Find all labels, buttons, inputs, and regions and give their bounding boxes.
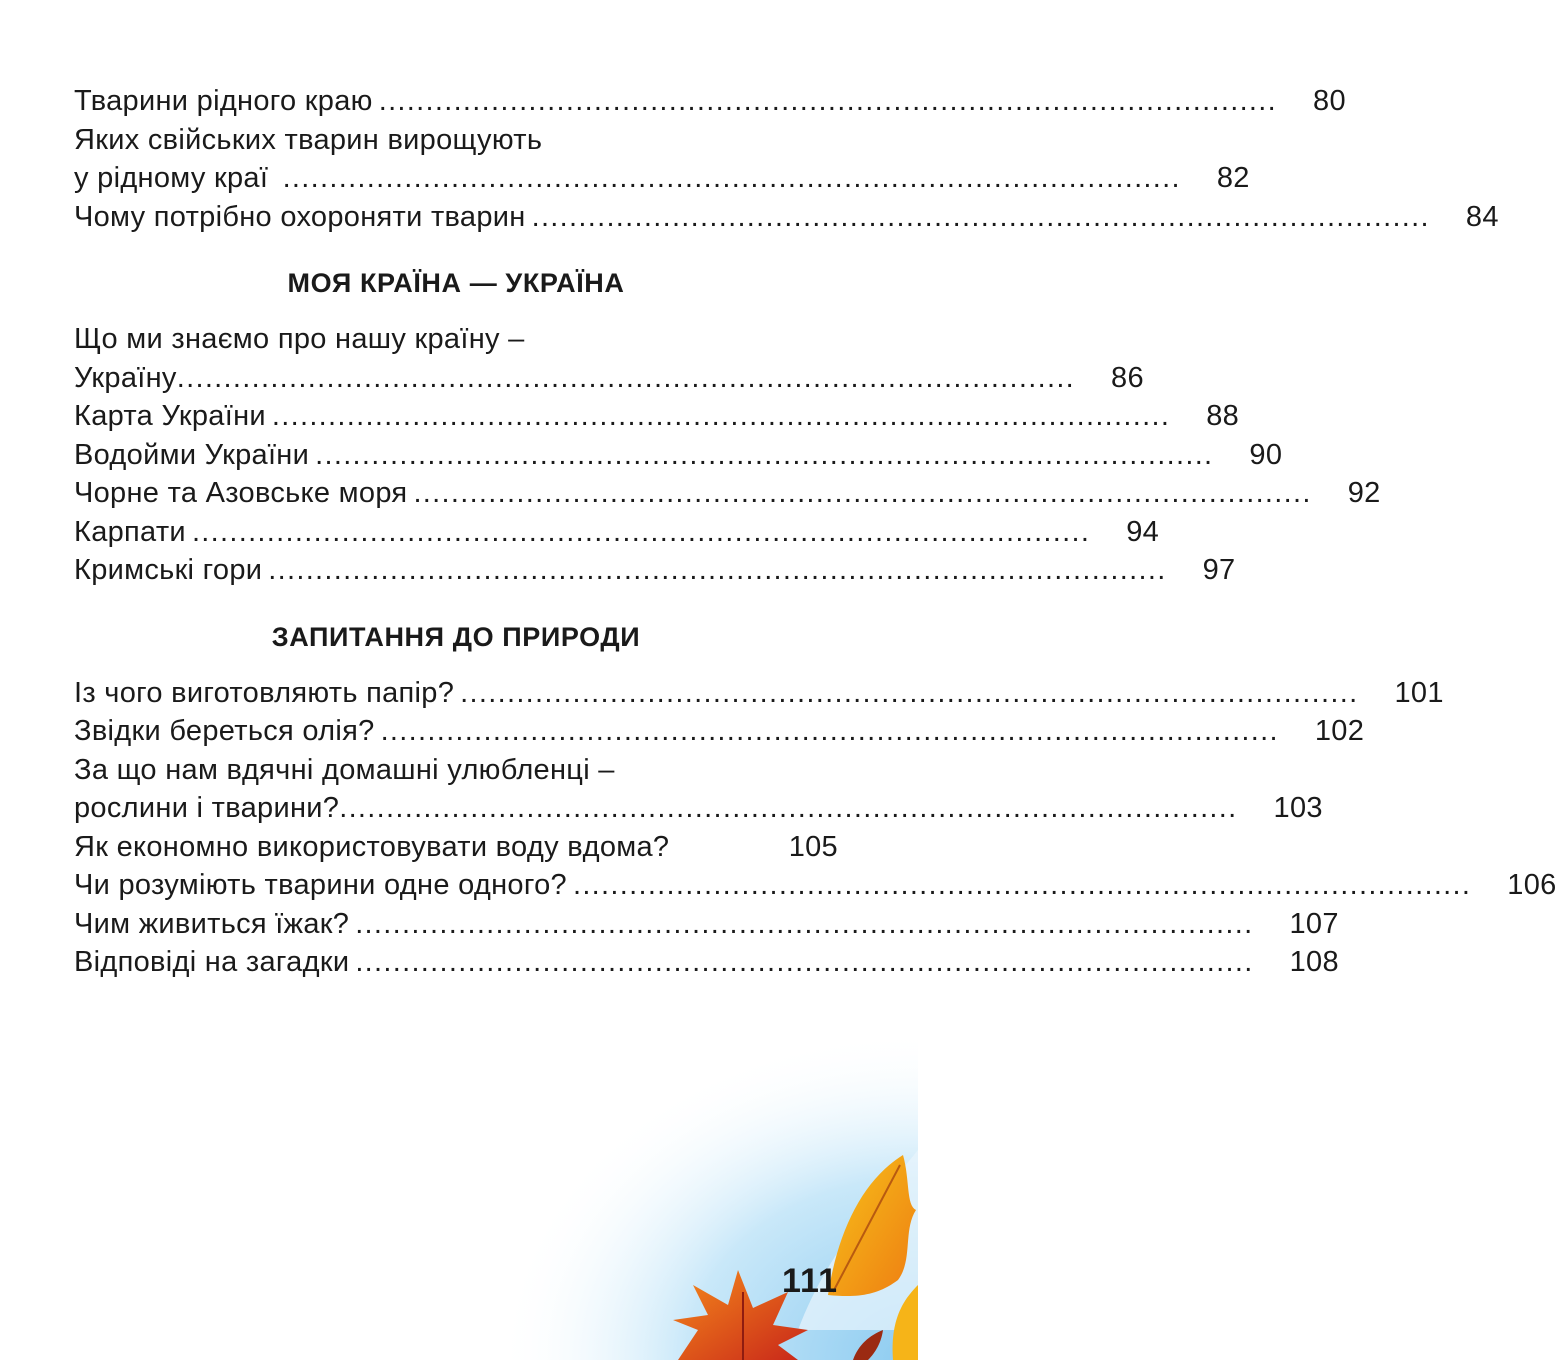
toc-entry[interactable] <box>74 789 1323 828</box>
toc-entry[interactable] <box>74 551 1236 590</box>
dot-leader: ................................................................................................ <box>355 946 1254 978</box>
toc-entry-page: 94 <box>1126 515 1160 548</box>
dot-leader: ................................................................................................ <box>191 515 1091 548</box>
toc-entry-page: 86 <box>1111 361 1144 394</box>
dot-leader: ................................................................................................ <box>413 477 1312 509</box>
toc-group-1 <box>74 82 1499 236</box>
toc-entry[interactable] <box>74 943 1339 982</box>
toc-entry[interactable] <box>74 397 1240 436</box>
toc-entry[interactable] <box>74 359 1144 398</box>
section-heading: ЗАПИТАННЯ ДО ПРИРОДИ <box>271 621 641 652</box>
dot-leader: ................................................................................................ <box>531 200 1430 233</box>
toc-entry-title: Кримські гори <box>74 554 263 586</box>
toc-entry-page: 105 <box>788 830 838 863</box>
toc-entry[interactable] <box>74 436 1283 475</box>
toc-entry-title: Чим живиться їжак? <box>74 907 350 940</box>
toc-entry-title: Карта України <box>74 400 266 432</box>
dot-leader: ................................................................................................ <box>378 85 1278 117</box>
toc-entry-page: 97 <box>1202 554 1236 586</box>
autumn-leaves-decoration <box>498 1030 918 1360</box>
toc-entry[interactable] <box>74 751 838 790</box>
toc-entry[interactable] <box>74 674 1444 713</box>
toc-entry-page: 80 <box>1313 85 1346 117</box>
toc-entry-page: 84 <box>1465 200 1499 233</box>
toc-entry[interactable] <box>74 905 1339 944</box>
toc-entry-title: рослини і тварини? <box>74 792 340 824</box>
dot-leader: ................................................................................................ <box>315 438 1214 471</box>
toc-entry[interactable] <box>74 513 1160 552</box>
toc-entry-page: 102 <box>1314 715 1365 747</box>
page-number: 111 <box>782 1262 838 1300</box>
dot-leader: ................................................................................................ <box>176 361 1076 394</box>
toc-entry[interactable] <box>74 121 838 160</box>
dot-leader: ................................................................................................ <box>572 869 1472 901</box>
toc-entry-title: Чорне та Азовське моря <box>74 477 408 509</box>
dot-leader: ................................................................................................ <box>271 400 1171 432</box>
toc-entry[interactable] <box>74 320 838 359</box>
toc-entry-title: Чому потрібно охороняти тварин <box>74 200 526 233</box>
toc-entry-title: Що ми знаємо про нашу країну – <box>74 323 525 355</box>
toc-entry-title: За що нам вдячні домашні улюбленці – <box>74 753 615 786</box>
toc-entry[interactable] <box>74 198 1499 237</box>
dot-leader: ................................................................................................ <box>355 907 1254 940</box>
toc-entry-page: 107 <box>1289 907 1339 940</box>
dot-leader: ................................................................................................ <box>339 792 1238 824</box>
toc-entry[interactable] <box>74 712 1365 751</box>
toc-entry-page: 90 <box>1249 438 1283 471</box>
toc-entry-page: 103 <box>1273 792 1323 824</box>
toc-entry-title: Як економно використовувати воду вдома? <box>74 830 670 863</box>
toc-entry-page: 92 <box>1347 477 1381 509</box>
toc-entry-title: Тварини рідного краю <box>74 85 373 117</box>
toc-entry-title: Чи розуміють тварини одне одного? <box>74 869 567 901</box>
toc-entry-title: Карпати <box>74 515 186 548</box>
toc-entry-page: 88 <box>1206 400 1240 432</box>
toc-entry[interactable] <box>74 474 1381 513</box>
dot-leader: ................................................................................................ <box>460 676 1359 709</box>
toc-entry-page: 106 <box>1507 869 1557 901</box>
toc-entry-page: 82 <box>1216 162 1250 194</box>
toc-entry-page: 108 <box>1289 946 1339 978</box>
toc-entry-title: Відповіді на загадки <box>74 946 350 978</box>
toc-entry-title: Звідки береться олія? <box>74 715 375 747</box>
toc-entry-page: 101 <box>1394 676 1444 709</box>
toc-entry-title: у рідному краї <box>74 162 277 194</box>
table-of-contents <box>74 82 1557 982</box>
section-heading: МОЯ КРАЇНА — УКРАЇНА <box>287 268 625 298</box>
toc-entry[interactable] <box>74 159 1250 198</box>
dot-leader: ................................................................................................ <box>282 162 1181 194</box>
toc-entry-title: Водойми України <box>74 438 310 471</box>
toc-entry[interactable] <box>74 828 838 867</box>
toc-group-3 <box>74 674 1557 982</box>
toc-entry[interactable] <box>74 82 1346 121</box>
toc-entry[interactable] <box>74 866 1557 905</box>
dot-leader: ................................................................................................ <box>268 554 1167 586</box>
dot-leader: ................................................................................................ <box>380 715 1279 747</box>
toc-entry-title: Яких свійських тварин вирощують <box>74 123 543 156</box>
toc-group-2 <box>74 320 1381 590</box>
toc-entry-title: Із чого виготовляють папір? <box>74 676 455 709</box>
toc-entry-title: Україну <box>74 361 177 394</box>
